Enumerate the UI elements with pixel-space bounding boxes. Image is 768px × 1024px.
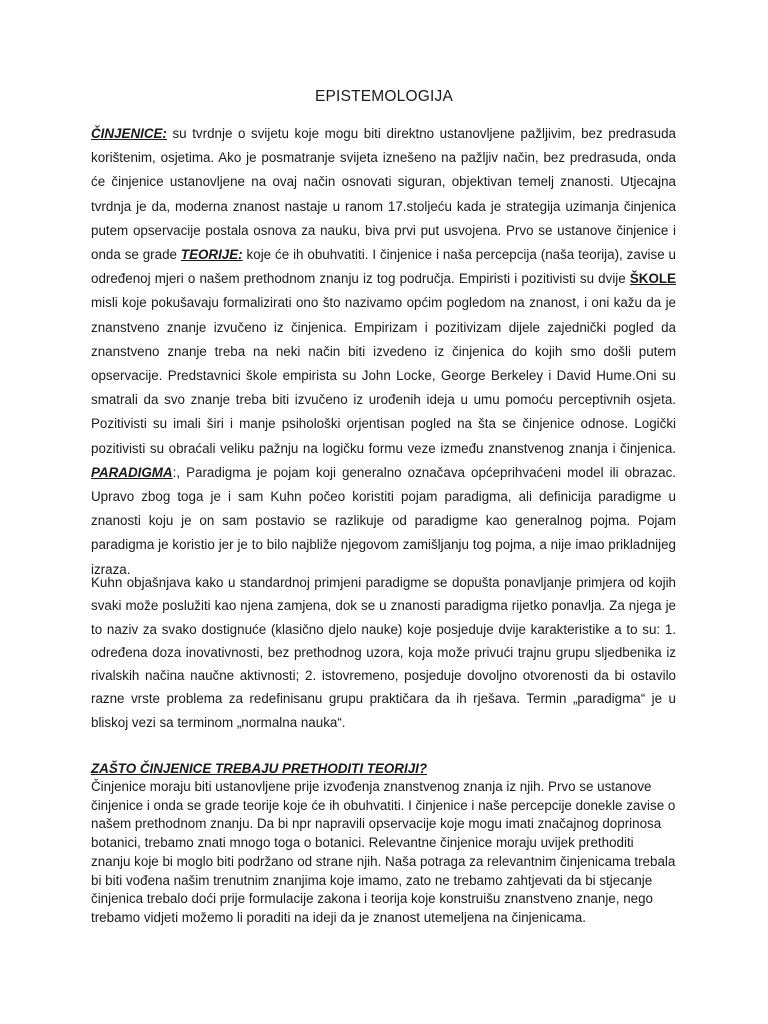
keyword-skole: ŠKOLE	[629, 271, 676, 287]
keyword-cinjenice: ČINJENICE:	[91, 126, 167, 141]
section-heading: ZAŠTO ČINJENICE TREBAJU PRETHODITI TEORIJI?	[91, 761, 428, 776]
paragraph-text: misli koje pokušavaju formalizirati ono što nazivamo općim pogledom na znanost, i oni kažu da je znanstveno znanje izvučeno iz činjenica. Empirizam i pozitivizam dijele zajednički pogled da znanstveno znanje treba na neki način biti izvedeno iz činjenica do kojih smo došli putem opservacije. Predstavnici škole empirista su John Locke, George Berkeley i David Hume.Oni su smatrali da svo znanje treba biti izvučeno iz urođenih ideja u umu pomoću perceptivnih osjeta. Pozitivisti su imali širi i manje psihološki orjentisan pogled na šta se činjenice odnose. Logički pozitivisti su obraćali veliku pažnju na logičku formu veze između znanstvenog znanja i činjenica.	[91, 295, 676, 456]
keyword-paradigma: PARADIGMA	[91, 464, 173, 480]
paragraph-kuhn: Kuhn objašnjava kako u standardnoj primjeni paradigme se dopušta ponavljanje primjera od kojih svaki može poslužiti kao njena zamjena, dok se u znanosti paradigma rijetko ponavlja. Za njega je to naziv za svako dostignuće (klasično djelo nauke) koje posjeduje dvije karakteristike a to su: 1. određena doza inovativnosti, bez prethodnog uzora, koja može privući trajnu grupu sljedbenika iz rivalskih načina naučne aktivnosti; 2. istovremeno, posjeduje dovoljno otvorenosti da bi ostavilo razne vrste problema za redefinisanu grupu praktičara da ih rješava. Termin „paradigma“ je u bliskoj vezi sa terminom „normalna nauka“.	[91, 575, 676, 730]
keyword-teorije: TEORIJE:	[180, 247, 243, 263]
paragraph-zasto: Činjenice moraju biti ustanovljene prije izvođenja znanstvenog znanja iz njih. Prvo se ustanove činjenice i onda se grade teorije koje će ih obuhvatiti. I činjenice i naše percepcije donekle zavise o našem prethodnom znanju. Da bi npr napravili opservacije koje mogu imati značajnog doprinosa botanici, trebamo znati mnogo toga o botanici. Relevantne činjenice moraju uvijek prethoditi znanju koje bi moglo biti podržano od strane njih. Naša potraga za relevantnim činjenicama trebala bi biti vođena našim trenutnim znanjima koje imamo, zato ne trebamo zahtjevati da bi stjecanje činjenica trebalo doći prije formulacije zakona i teorija koje konstruišu znanstveno znanje, nego trebamo vidjeti možemo li poraditi na ideji da je znanost utemeljena na činjenicama.	[91, 779, 676, 925]
document-title: EPISTEMOLOGIJA	[314, 88, 454, 105]
paragraph-text: koje će ih obuhvatiti. I činjenice i naša percepcija (naša teorija), zavise u određenoj mjeri o našem prethodnom znanju iz tog područja. Empiristi i pozitivisti su dvije	[91, 247, 676, 287]
paragraph-text: su tvrdnje o svijetu koje mogu biti direktno ustanovljene pažljivim, bez predrasuda korištenim, osjetima. Ako je posmatranje svijeta iznešeno na pažljiv način, bez predrasuda, onda će činjenice ustanovljene na ovaj način osnovati siguran, objektivan temelj znanosti. Utjecajna tvrdnja je da, moderna znanost nastaje u ranom 17.stoljeću kada je strategija uzimanja činjenica putem opservacije postala osnova za nauku, biva prvi put usvojena. Prvo se ustanove činjenice i onda se grade	[91, 126, 676, 263]
paragraph-cinjenice	[91, 122, 676, 582]
paragraph-text: :, Paradigma je pojam koji generalno označava općeprihvaćeni model ili obrazac. Upravo zbog toga je i sam Kuhn počeo koristiti pojam paradigma, ali definicija paradigme u znanosti koju je on sam postavio se razlikuje od paradigme kao generalnog pojma. Pojam paradigma je koristio jer je to bilo najbliže njegovom zamišljanju tog pojma, a nije imao prikladnijeg izraza.	[91, 464, 676, 577]
